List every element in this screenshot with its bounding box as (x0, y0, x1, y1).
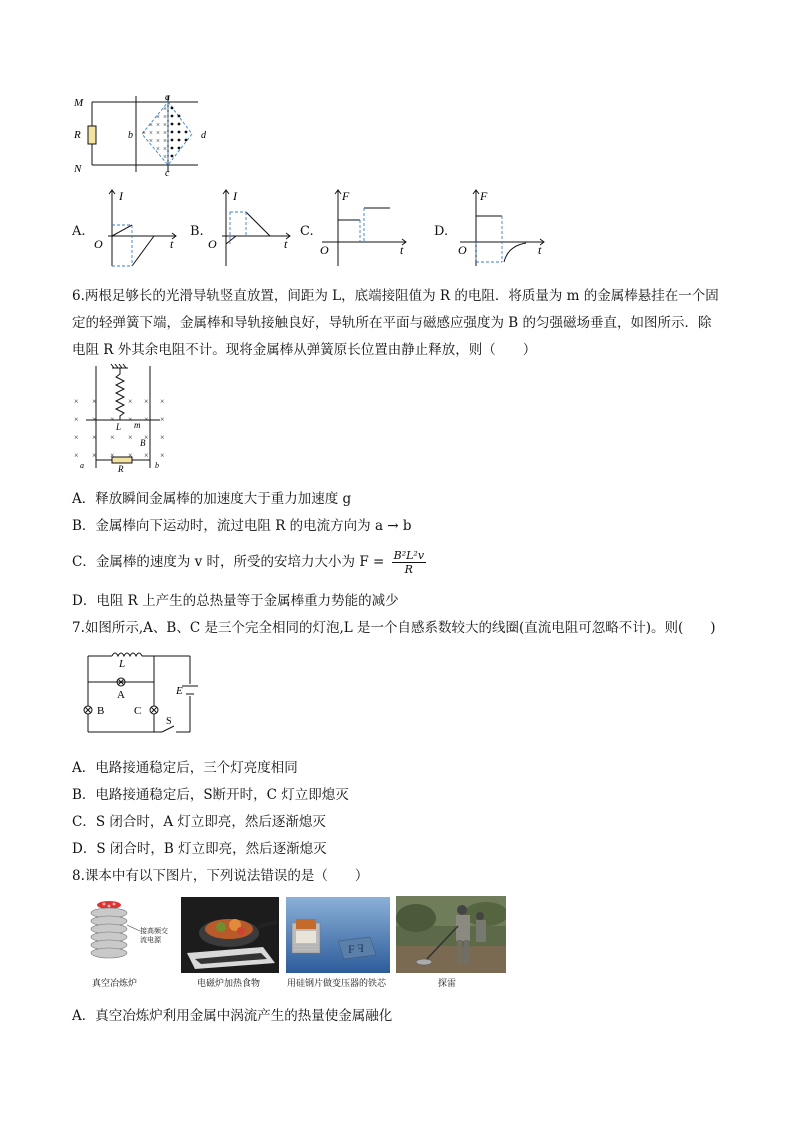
field-cross-symbol: × (110, 433, 115, 442)
field-cross-symbol: × (92, 433, 97, 442)
q6-option-a: A．释放瞬间金属棒的加速度大于重力加速度 g (72, 491, 352, 507)
field-cross-symbol: × (92, 397, 97, 406)
q6-option-c (72, 549, 426, 576)
field-cross-symbol: × (144, 415, 149, 424)
q6-stem-line3: 电阻 R 外其余电阻不计。现将金属棒从弹簧原长位置由静止释放，则（ ） (72, 342, 537, 358)
q8-stem: 8.课本中有以下图片，下列说法错误的是（ ） (72, 868, 369, 884)
field-dot-symbol (178, 139, 181, 142)
q7-option-c: C．S 闭合时，A 灯立即亮，然后逐渐熄灭 (72, 814, 326, 830)
field-cross-symbol: × (74, 451, 79, 460)
label-m: m (134, 420, 141, 430)
field-cross-symbol: × (160, 415, 165, 424)
label-d: d (201, 130, 206, 141)
label-a: a (165, 92, 170, 103)
q7-option-a: A．电路接通稳定后，三个灯亮度相同 (72, 760, 298, 776)
field-dot-symbol (171, 107, 174, 110)
label-R: R (74, 129, 81, 141)
q7-stem: 7.如图所示,A、B、C 是三个完全相同的灯泡,L 是一个自感系数较大的线圈(直流电阻可忽略不计)。则( ) (72, 620, 716, 636)
label-C: C (134, 705, 142, 717)
field-dot-symbol (178, 147, 181, 150)
power-source-note: 接高频交流电源 (140, 927, 168, 944)
field-cross-symbol: × (144, 397, 149, 406)
field-cross-symbol: × (163, 113, 167, 121)
origin-label: O (458, 243, 467, 257)
label-L: L (116, 422, 122, 432)
field-dot-symbol (178, 115, 181, 118)
fraction (392, 549, 426, 576)
q6-stem-line2: 定的轻弹簧下端，金属棒和导轨接触良好，导轨所在平面与磁感应强度为 B 的匀强磁场垂直，如图所示．除 (72, 315, 712, 331)
field-dot-symbol (171, 139, 174, 142)
field-cross-symbol: × (160, 433, 165, 442)
field-dot-symbol (171, 147, 174, 150)
option-letter: B. (190, 224, 204, 239)
field-dot-symbol (171, 123, 174, 126)
field-dot-symbol (171, 155, 174, 158)
label-E: E (176, 685, 183, 697)
caption-2: 电磁炉加热食物 (197, 979, 261, 989)
field-cross-symbol: × (110, 415, 115, 424)
photo-vacuum-furnace (82, 895, 176, 975)
field-cross-symbol: × (163, 153, 167, 161)
label-R: R (118, 464, 124, 474)
field-cross-symbol: × (156, 137, 160, 145)
axis-label: F (480, 189, 488, 203)
field-dot-symbol (171, 115, 174, 118)
field-cross-symbol: × (128, 415, 133, 424)
field-cross-symbol: × (92, 415, 97, 424)
svg-text:F: F (357, 941, 364, 955)
field-dot-symbol (178, 131, 181, 134)
time-label: t (170, 237, 174, 251)
field-dot-symbol (171, 131, 174, 134)
field-cross-symbol: × (149, 137, 153, 145)
field-cross-symbol: × (163, 121, 167, 129)
q6-stem-line1: 6.两根足够长的光滑导轨竖直放置，间距为 L，底端接阻值为 R 的电阻．将质量为 m 的金属棒悬挂在一个固 (72, 288, 719, 304)
label-B: B (140, 438, 146, 448)
field-cross-symbol: × (163, 145, 167, 153)
origin-label: O (320, 243, 329, 257)
origin-label: O (94, 237, 103, 251)
q8-option-a: A．真空冶炼炉利用金属中涡流产生的热量使金属融化 (72, 1008, 393, 1024)
field-dot-symbol (185, 131, 188, 134)
q7-option-d: D．S 闭合时，B 灯立即亮，然后逐渐熄灭 (72, 841, 327, 857)
field-cross-symbol: × (110, 451, 115, 460)
label-N: N (74, 163, 82, 175)
origin-label: O (208, 237, 217, 251)
label-A: A (117, 689, 125, 701)
option-c-text: C．金属棒的速度为 v 时，所受的安培力大小为 F = (72, 554, 385, 570)
label-b: b (155, 461, 159, 470)
field-cross-symbol: × (128, 451, 133, 460)
field-cross-symbol: × (160, 397, 165, 406)
field-cross-symbol: × (156, 145, 160, 153)
field-cross-symbol: × (92, 451, 97, 460)
q7-circuit-figure (76, 644, 198, 738)
q6-option-d: D．电阻 R 上产生的总热量等于金属棒重力势能的减少 (72, 593, 399, 609)
field-cross-symbol: × (156, 129, 160, 137)
field-cross-symbol: × (128, 397, 133, 406)
field-cross-symbol: × (128, 433, 133, 442)
field-cross-symbol: × (163, 137, 167, 145)
caption-4: 探雷 (438, 979, 457, 989)
field-cross-symbol: × (160, 451, 165, 460)
field-cross-symbol: × (144, 451, 149, 460)
time-label: t (284, 237, 288, 251)
field-cross-symbol: × (142, 129, 146, 137)
option-letter: D. (434, 224, 449, 239)
label-b: b (128, 130, 133, 141)
option-letter: A. (72, 224, 86, 239)
label-B: B (97, 705, 105, 717)
photo-transformer-core (286, 897, 390, 973)
label-M: M (74, 97, 84, 109)
field-cross-symbol: × (156, 121, 160, 129)
label-a: a (80, 461, 84, 470)
option-letter: C. (300, 224, 314, 239)
field-dot-symbol (185, 139, 188, 142)
fraction-numerator: B²L²v (393, 549, 425, 562)
field-cross-symbol: × (163, 129, 167, 137)
field-cross-symbol: × (74, 397, 79, 406)
field-cross-symbol: × (74, 415, 79, 424)
label-S: S (166, 716, 172, 727)
field-dot-symbol (178, 123, 181, 126)
q6-rail-figure (70, 362, 174, 478)
field-cross-symbol: × (163, 105, 167, 113)
axis-label: I (119, 189, 123, 203)
time-label: t (400, 243, 404, 257)
field-cross-symbol: × (74, 433, 79, 442)
field-cross-symbol: × (149, 129, 153, 137)
caption-3: 用硅钢片做变压器的铁芯 (287, 979, 387, 989)
q6-option-b: B．金属棒向下运动时，流过电阻 R 的电流方向为 a → b (72, 518, 412, 534)
fraction-denominator: R (404, 563, 413, 576)
field-cross-symbol: × (149, 121, 153, 129)
field-cross-symbol: × (156, 113, 160, 121)
q7-option-b: B．电路接通稳定后，S断开时，C 灯立即熄灭 (72, 787, 349, 803)
label-c: c (165, 168, 170, 177)
caption-1: 真空冶炼炉 (92, 979, 138, 989)
label-L: L (119, 658, 126, 670)
axis-label: F (342, 189, 350, 203)
photo-induction-cooker (181, 897, 279, 973)
q5-circuit-figure (70, 92, 220, 177)
axis-label: I (233, 189, 237, 203)
time-label: t (538, 243, 542, 257)
photo-mine-detection (396, 896, 506, 973)
svg-text:F: F (348, 942, 355, 956)
field-cross-symbol: × (144, 433, 149, 442)
